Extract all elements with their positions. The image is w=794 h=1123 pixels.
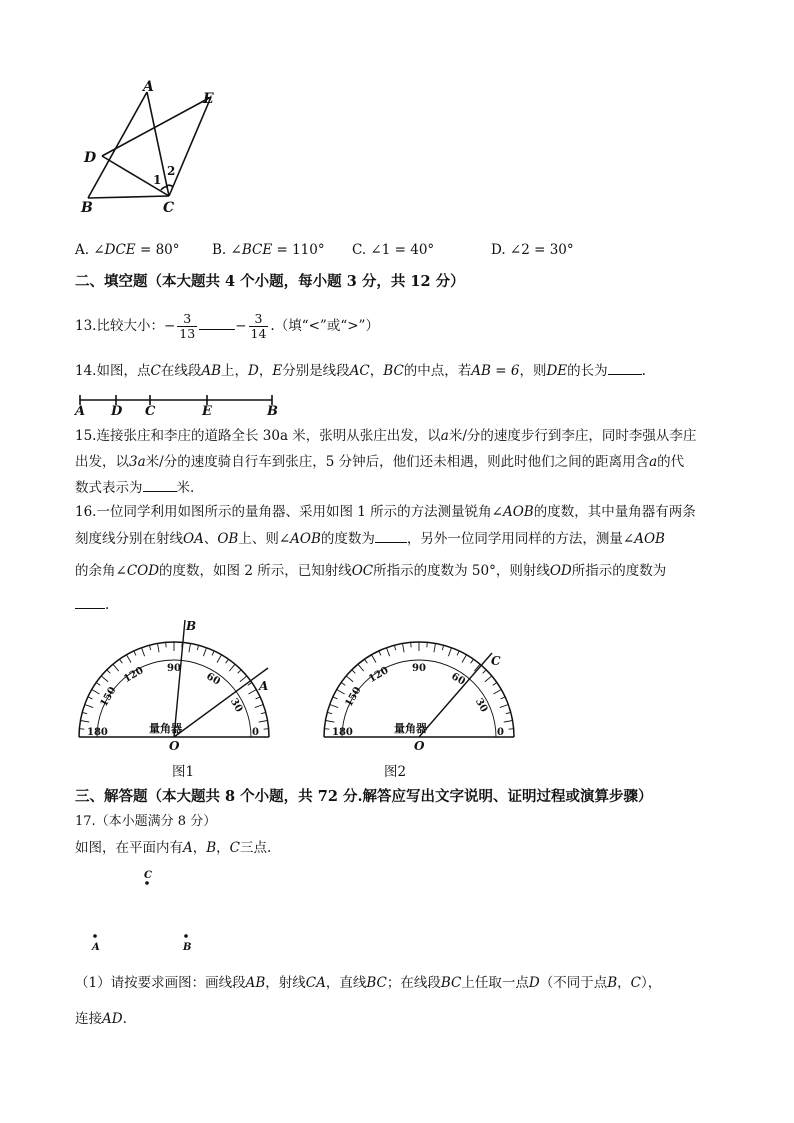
ray-OB (174, 620, 185, 737)
q12-option-a: A. ∠DCE = 80° (75, 242, 180, 258)
label-point-A: A (92, 942, 100, 953)
label-point-B: B (183, 942, 192, 953)
q12-option-b: B. ∠BCE = 110° (212, 242, 325, 258)
protractor-tick (504, 721, 513, 723)
protractor-tick (462, 655, 467, 663)
tick-label-60-fig2: 60 (449, 671, 467, 688)
label-D: D (84, 150, 97, 166)
fraction-3-14: $\frac{3}{14}$ (250, 311, 267, 341)
protractor-tick (189, 643, 191, 652)
protractor-tick (96, 683, 100, 686)
protractor-tick (485, 676, 492, 682)
label-point-C: C (144, 870, 152, 881)
protractor-tick (255, 705, 263, 708)
protractor-tick (259, 721, 268, 723)
protractor-tick (493, 683, 497, 686)
protractor-tick (82, 712, 87, 713)
label-C-fig2: C (491, 654, 501, 668)
label-O-fig1: O (169, 739, 180, 750)
point-C (145, 881, 149, 885)
q17-points-figure (85, 864, 205, 954)
label-angle-2: 2 (167, 164, 176, 178)
point-A (93, 934, 97, 938)
segment-AB (88, 92, 147, 198)
section-2-title: 二、填空题（本大题共 4 个小题，每小题 3 分，共 12 分） (75, 273, 465, 290)
protractor-tick (506, 712, 511, 713)
protractor-tick (457, 651, 459, 656)
protractor-tick (217, 655, 222, 663)
segment-figure (72, 394, 282, 416)
protractor-tick (330, 705, 338, 708)
geometry-figure-triangles (75, 80, 235, 220)
answer-blank-q15 (143, 477, 177, 492)
segment-label-A: A (75, 404, 86, 416)
segment-EC (169, 97, 211, 196)
protractor-tick (80, 721, 89, 723)
q16-line-3: 的余角∠COD的度数，如图 2 所示，已知射线OC所指示的度数为 50°，则射线OD所指示的度数为 (75, 563, 667, 579)
tick-label-150-fig2: 150 (343, 685, 364, 709)
protractor-tick (88, 697, 93, 699)
answer-blank-q13 (199, 315, 235, 330)
protractor-tick (493, 690, 501, 695)
protractor-tick (341, 683, 345, 686)
protractor-name: 量角器 (149, 722, 182, 735)
segment-label-B: B (267, 404, 278, 416)
protractor-tick (85, 705, 93, 708)
segment-BC (88, 196, 169, 198)
q16-line-2: 刻度线分别在射线OA、OB上、则∠AOB的度数为 ，另外一位同学用同样的方法，测量∠AOB (75, 528, 665, 549)
protractor-tick (142, 648, 145, 656)
q17-part-1: （1）请按要求画图：画线段AB，射线CA，直线BC；在线段BC上任取一点D（不同于点B，C）， (75, 975, 662, 991)
label-A: A (143, 80, 154, 95)
protractor-tick (346, 676, 353, 682)
protractor-tick (92, 690, 100, 695)
protractor-tick (120, 659, 123, 663)
protractor-tick (203, 648, 206, 656)
label-angle-1: 1 (153, 173, 162, 187)
segment-label-C: C (145, 404, 156, 416)
q16-line-1: 16.一位同学利用如图所示的量角器、采用如图 1 所示的方法测量锐角∠AOB的度数，其中量角器有两条 (75, 504, 696, 520)
protractor-figure-2 (320, 615, 525, 750)
tick-label-0: 0 (252, 727, 259, 738)
tick-label-120: 120 (121, 665, 146, 686)
tick-label-30-fig2: 30 (472, 696, 490, 715)
label-O-fig2: O (414, 739, 425, 750)
protractor-tick (442, 645, 443, 650)
protractor-tick (240, 676, 247, 682)
protractor-tick (325, 721, 334, 723)
label-B-fig1: B (186, 619, 197, 633)
answer-blank-q16-1 (375, 528, 407, 543)
protractor-tick (387, 648, 390, 656)
protractor-tick (256, 697, 261, 699)
q15-line-1: 15.连接张庄和李庄的道路全长 30a 米，张明从张庄出发，以a米/分的速度步行到李庄，同时李强从李庄 (75, 428, 697, 444)
ray-OC (419, 653, 492, 737)
tick-label-30: 30 (227, 696, 245, 715)
protractor-tick (337, 690, 345, 695)
segment-DE (102, 97, 211, 156)
protractor-tick (403, 643, 405, 652)
protractor-tick (394, 645, 395, 650)
protractor-tick (500, 705, 508, 708)
protractor-tick (197, 645, 198, 650)
protractor-tick (226, 659, 229, 663)
tick-label-120-fig2: 120 (366, 665, 391, 686)
protractor-tick (261, 712, 266, 713)
protractor-tick (379, 651, 381, 656)
protractor-tick (358, 664, 364, 671)
protractor-tick (501, 697, 506, 699)
q17-header: 17.（本小题满分 8 分） (75, 814, 217, 829)
label-B: B (81, 200, 93, 216)
protractor-tick (248, 690, 256, 695)
q16-line-4: . (75, 594, 109, 615)
answer-blank-q14 (608, 360, 642, 375)
tick-label-60: 60 (204, 671, 222, 688)
protractor-figure-1 (75, 615, 280, 750)
protractor-tick (229, 664, 235, 671)
protractor-tick (434, 643, 436, 652)
protractor-tick (158, 643, 160, 652)
tick-label-90: 90 (167, 663, 181, 674)
protractor-tick (333, 697, 338, 699)
tick-label-180-fig2: 180 (332, 727, 353, 738)
q12-option-d: D. ∠2 = 30° (491, 242, 574, 258)
section-3-title: 三、解答题（本大题共 8 个小题，共 72 分.解答应写出文字说明、证明过程或演算步骤） (75, 788, 653, 805)
protractor-tick (149, 645, 150, 650)
label-A-fig1: A (259, 679, 269, 693)
q15-line-3: 数式表示为 米. (75, 477, 194, 498)
q12-option-c: C. ∠1 = 40° (352, 242, 435, 258)
protractor-tick (113, 664, 119, 671)
label-E: E (203, 91, 214, 107)
tick-label-90-fig2: 90 (412, 663, 426, 674)
protractor-tick (365, 659, 368, 663)
figure-2-caption: 图2 (384, 764, 407, 780)
tick-label-150: 150 (98, 685, 119, 709)
protractor-tick (448, 648, 451, 656)
point-B (184, 934, 188, 938)
protractor-tick (372, 655, 377, 663)
segment-label-D: D (111, 404, 123, 416)
segment-label-E: E (202, 404, 212, 416)
tick-label-180: 180 (87, 727, 108, 738)
q17-part-1-cont: 连接AD. (75, 1011, 127, 1027)
protractor-tick (471, 659, 474, 663)
tick-label-0-fig2: 0 (497, 727, 504, 738)
protractor-name-fig2: 量角器 (394, 722, 427, 735)
protractor-tick (127, 655, 132, 663)
q15-line-2: 出发，以3a米/分的速度骑自行车到张庄，5 分钟后，他们还未相遇，则此时他们之间的距离用含a的代 (75, 454, 685, 470)
protractor-tick (134, 651, 136, 656)
label-C: C (163, 200, 175, 216)
fraction-3-13: $\frac{3}{13}$ (179, 311, 196, 341)
q14: 14.如图，点C在线段AB上，D，E分别是线段AC，BC的中点，若AB = 6，则DE的长为 . (75, 360, 646, 381)
protractor-tick (327, 712, 332, 713)
protractor-tick (212, 651, 214, 656)
figure-1-caption: 图1 (172, 764, 195, 780)
q13: 13.比较大小：− $\frac{3}{13}$ − $\frac{3}{14}$ .（填“<”或“>”） (75, 311, 379, 341)
answer-blank-q16-2 (75, 594, 105, 609)
q17-intro: 如图，在平面内有A，B，C三点. (75, 840, 272, 856)
protractor-tick (101, 676, 108, 682)
